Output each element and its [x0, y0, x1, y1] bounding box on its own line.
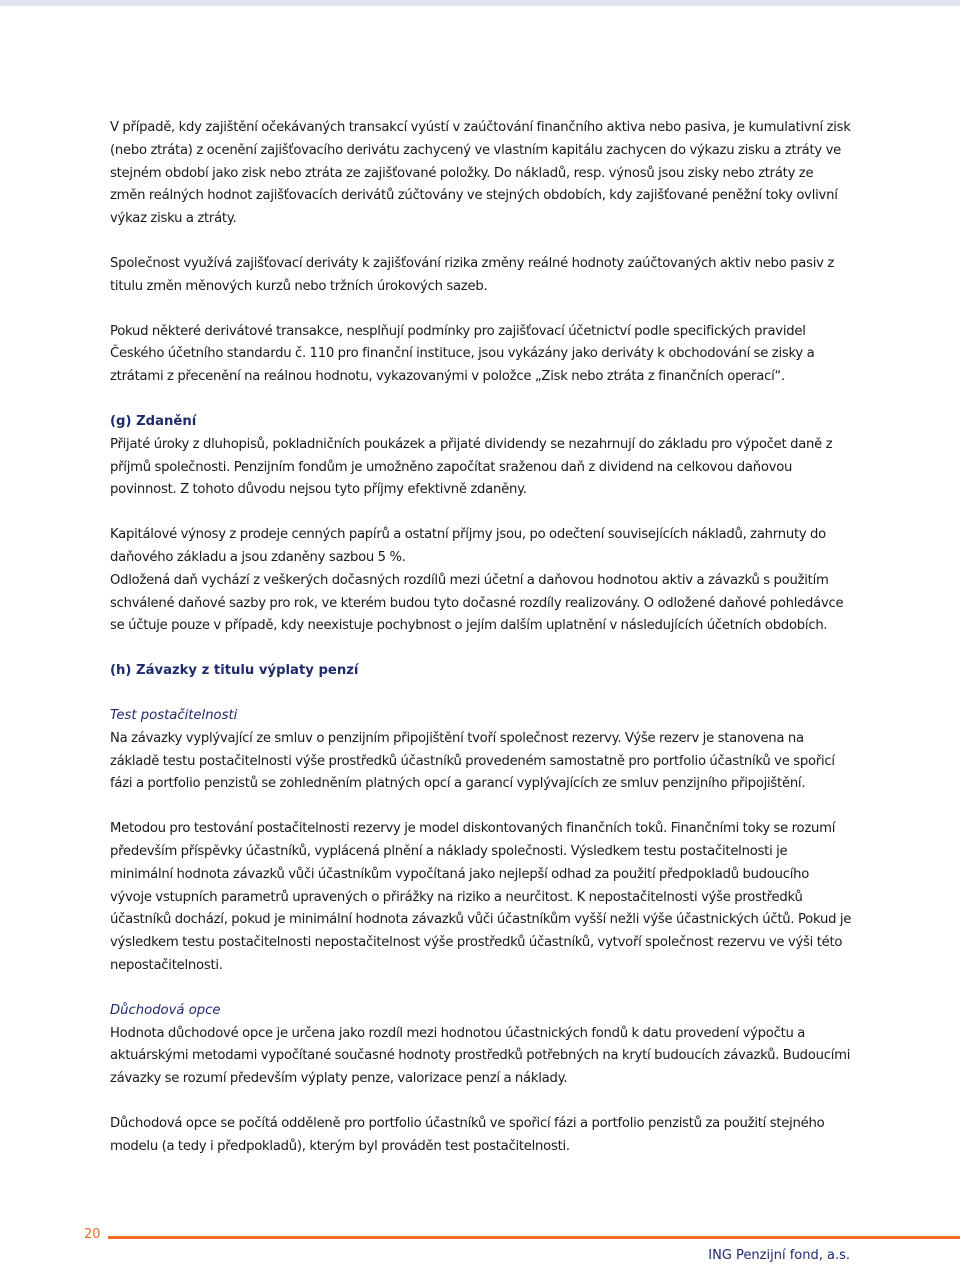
paragraph-capital-gains: Kapitálové výnosy z prodeje cenných papírů a ostatní příjmy jsou, po odečtení souvisejících nákladů, zahrnuty do daňového základu a jsou zdaněny sazbou 5 %.: [110, 527, 826, 565]
paragraph-deferred-tax: Odložená daň vychází z veškerých dočasných rozdílů mezi účetní a daňovou hodnotou aktiv a závazků s použitím schválené daňové sazby pro rok, ve kterém budou tyto dočasné rozdíly realizovány. O odložené daňové pohledávce se účtuje pouze v případě, kdy neexistuje pochybnost o jejím dalším uplatnění v následujících účetních obdobích.: [110, 572, 844, 634]
footer-rule: [108, 1236, 960, 1239]
company-name: ING Penzijní fond, a.s.: [708, 1248, 850, 1263]
paragraph-adequacy-method: Metodou pro testování postačitelnosti rezervy je model diskontovaných finančních toků. Finančními toky se rozumí především příspěvky účastníků, vyplácená plnění a náklady společnosti. Výsledkem testu postačitelnosti je minimální hodnota závazků vůči účastníkům vypočítaná jako nejlepší odhad za použití předpokladů budoucího vývoje vstupních parametrů upravených o přirážky na riziko a neurčitost. K nepostačitelnosti výše prostředků účastníků dochází, pokud je minimální hodnota závazků vůči účastníkům vyšší nežli výše účastnických účtů. Pokud je výsledkem testu postačitelnosti nepostačitelnost výše prostředků účastníků, vytvoří společnost rezervu ve výši této nepostačitelnosti.: [110, 821, 852, 973]
section-heading-pension-liabilities: (h) Závazky z titulu výplaty penzí: [110, 663, 359, 679]
paragraph-reserves: Na závazky vyplývající ze smluv o penzijním připojištění tvoří společnost rezervy. Výše rezerv je stanovena na základě testu postačitelnosti výše prostředků účastníků provedeném samostatně pro portfolio účastníků ve spořicí fázi a portfolio penzistů se zohledněním platných opcí a garancí vyplývajících ze smluv penzijního připojištění.: [110, 730, 835, 792]
page-number: 20: [84, 1227, 101, 1242]
paragraph-pension-option-value: Hodnota důchodové opce je určena jako rozdíl mezi hodnotou účastnických fondů k datu provedení výpočtu a aktuárskými metodami vypočítané současné hodnoty prostředků potřebných na krytí budoucích závazků. Budoucími závazky se rozumí především výplaty penze, valorizace penzí a náklady.: [110, 1025, 851, 1087]
paragraph-hedging-derivatives: Společnost využívá zajišťovací deriváty k zajišťování rizika změny reálné hodnoty zaúčtovaných aktiv nebo pasiv z titulu změn měnových kurzů nebo tržních úrokových sazeb.: [110, 255, 834, 294]
top-strip: [0, 0, 960, 6]
section-heading-taxation: (g) Zdanění: [110, 413, 197, 429]
subheading-adequacy-test: Test postačitelnosti: [110, 707, 238, 723]
document-body: [110, 117, 852, 1158]
paragraph-pension-option-calc: Důchodová opce se počítá odděleně pro portfolio účastníků ve spořicí fázi a portfolio penzistů za použití stejného modelu (a tedy i předpokladů), kterým byl prováděn test postačitelnosti.: [110, 1115, 825, 1154]
paragraph-hedge-accounting: V případě, kdy zajištění očekávaných transakcí vyústí v zaúčtování finančního aktiva nebo pasiva, je kumulativní zisk (nebo ztráta) z ocenění zajišťovacího derivátu zachycený ve vlastním kapitálu zachycen do výkazu zisku a ztráty ve stejném období jako zisk nebo ztráta ze zajišťované položky. Do nákladů, resp. výnosů jsou zisky nebo ztráty ze změn reálných hodnot zajišťovacích derivátů zúčtovány ve stejných obdobích, kdy zajišťované peněžní toky ovlivní výkaz zisku a ztráty.: [110, 120, 851, 227]
paragraph-trading-derivatives: Pokud některé derivátové transakce, nesplňují podmínky pro zajišťovací účetnictví podle specifických pravidel Českého účetního standardu č. 110 pro finanční instituce, jsou vykázány jako deriváty k obchodování se zisky a ztrátami z přecenění na reálnou hodnotu, vykazovanými v položce „Zisk nebo ztráta z finančních operací“.: [110, 323, 815, 385]
subheading-pension-option: Důchodová opce: [110, 1002, 221, 1018]
paragraph-interest-dividends: Přijaté úroky z dluhopisů, pokladničních poukázek a přijaté dividendy se nezahrnují do základu pro výpočet daně z příjmů společnosti. Penzijním fondům je umožněno započítat sraženou daň z dividend na celkovou daňovou povinnost. Z tohoto důvodu nejsou tyto příjmy efektivně zdaněny.: [110, 436, 833, 498]
